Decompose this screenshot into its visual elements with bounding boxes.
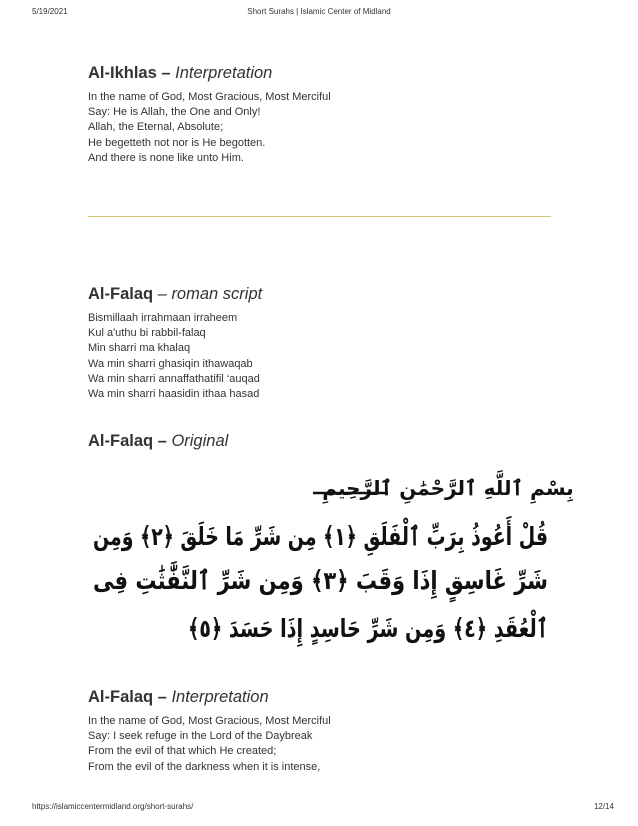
heading-surah-name: Al-Falaq (88, 285, 154, 303)
section-ikhlas-interpretation (88, 64, 551, 166)
heading-kind: Original (171, 432, 229, 450)
section-heading (88, 285, 551, 304)
heading-kind: Interpretation (171, 688, 269, 706)
verse-line: He begetteth not nor is He begotten. (88, 136, 266, 149)
arabic-line-1: قُلْ أَعُوذُ بِرَبِّ ٱلْفَلَقِ ﴿١﴾ مِن شَرِّ مَا خَلَقَ ﴿٢﴾ وَمِن (93, 522, 613, 551)
verse-line: Kul a'uthu bi rabbil-falaq (88, 327, 206, 340)
heading-surah-name: Al-Falaq – (88, 432, 172, 450)
print-url: https://islamiccentermidland.org/short-surahs/ (32, 802, 194, 811)
verse-lines (88, 714, 551, 775)
heading-surah-name: Al-Ikhlas – (88, 64, 176, 82)
verse-line: Wa min sharri annaffathatifil ‘auqad (88, 372, 260, 385)
heading-kind: Interpretation (175, 64, 273, 82)
verse-line: From the evil of that which He created; (88, 745, 277, 758)
verse-line: Wa min sharri ghasiqin ithawaqab (88, 357, 253, 370)
verse-line: From the evil of the darkness when it is intense, (88, 760, 321, 773)
section-heading (88, 688, 551, 707)
print-page-title: Short Surahs | Islamic Center of Midland (247, 7, 391, 16)
section-heading (88, 64, 551, 83)
section-divider (88, 216, 551, 217)
verse-line: And there is none like unto Him. (88, 151, 244, 164)
print-date: 5/19/2021 (32, 7, 68, 16)
arabic-line-2: شَرِّ غَاسِقٍ إِذَا وَقَبَ ﴿٣﴾ وَمِن شَرِّ ٱلنَّفَّٰثَٰتِ فِى (93, 566, 588, 595)
verse-line: In the name of God, Most Gracious, Most Merciful (88, 715, 331, 727)
heading-surah-name: Al-Falaq – (88, 688, 172, 706)
arabic-line-3: ٱلْعُقَدِ ﴿٤﴾ وَمِن شَرِّ حَاسِدٍ إِذَا حَسَدَ ﴿٥﴾ (188, 614, 570, 643)
section-falaq-interpretation (88, 688, 551, 775)
section-falaq-original (88, 432, 551, 451)
verse-line: Bismillaah irrahmaan irraheem (88, 312, 238, 324)
verse-lines (88, 90, 551, 166)
verse-line: Allah, the Eternal, Absolute; (88, 121, 224, 134)
section-falaq-roman (88, 285, 551, 402)
section-heading (88, 432, 551, 451)
verse-lines (88, 311, 551, 402)
verse-line: In the name of God, Most Gracious, Most Merciful (88, 91, 331, 103)
verse-line: Min sharri ma khalaq (88, 342, 191, 355)
heading-kind: – roman script (153, 285, 263, 303)
print-page-number: 12/14 (593, 802, 614, 811)
verse-line: Wa min sharri haasidin ithaa hasad (88, 388, 260, 401)
arabic-line-basmala: بِسْمِ ٱللَّهِ ٱلرَّحْمَٰنِ ٱلرَّحِيمِ (322, 476, 574, 500)
arabic-calligraphy-image (88, 465, 613, 651)
verse-line: Say: I seek refuge in the Lord of the Daybreak (88, 730, 313, 743)
verse-line: Say: He is Allah, the One and Only! (88, 106, 261, 119)
